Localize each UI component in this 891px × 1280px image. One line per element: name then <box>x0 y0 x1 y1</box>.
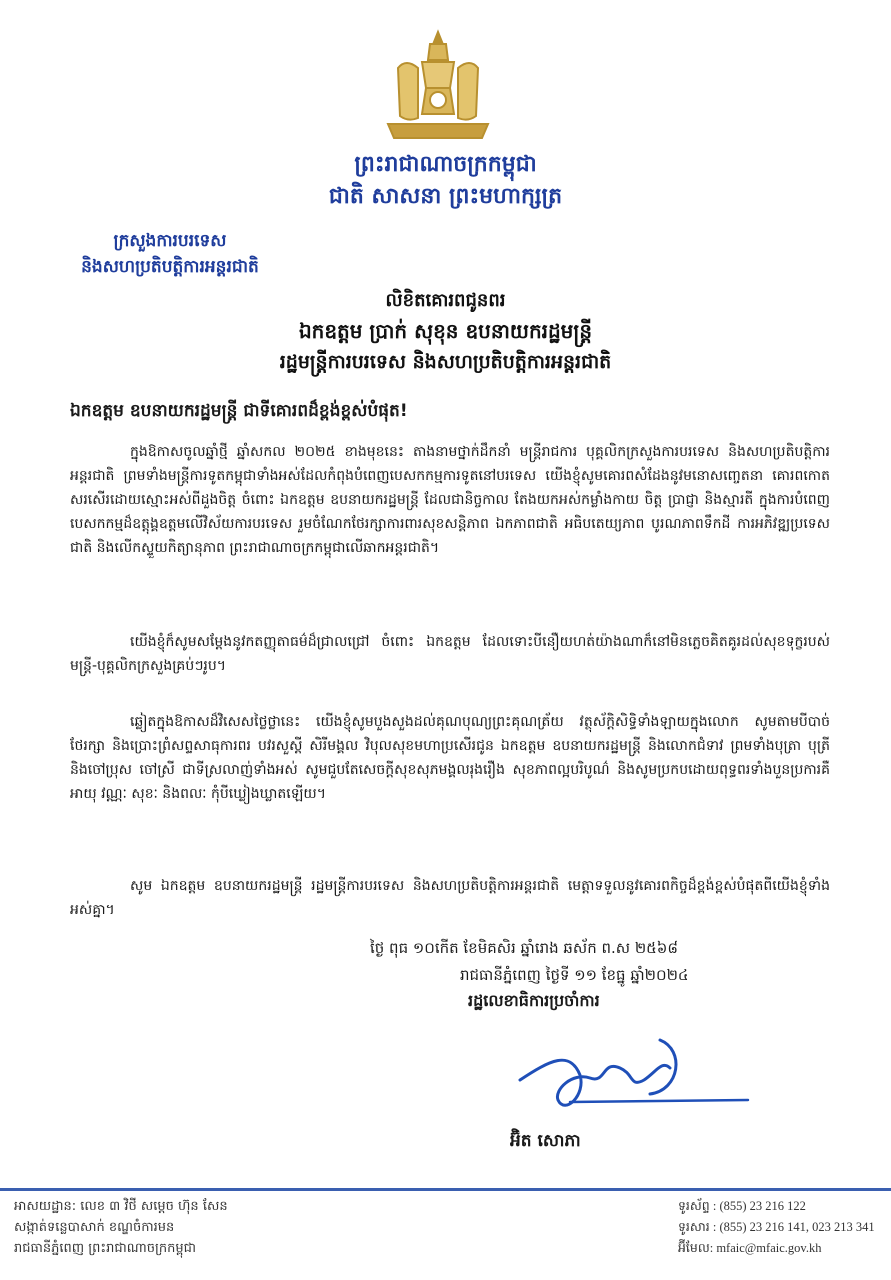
address-line2: សង្កាត់ទន្លេបាសាក់ ខណ្ឌចំការមន <box>14 1220 175 1235</box>
letter-recipient: ឯកឧត្តម ប្រាក់ សុខុន ឧបនាយករដ្ឋមន្ត្រី <box>298 319 593 343</box>
footer-address <box>14 1196 228 1259</box>
paragraph-2: យើងខ្ញុំក៏សូមសម្ដែងនូវកតញ្ញុតាធម៌ដ៏ជ្រាលជ្រៅ ចំពោះ ឯកឧត្តម ដែលទោះបីនឿយហត់យ៉ាងណាក៏នៅមិនភ្លេចគិតគូរដល់សុខទុក្ខរបស់មន្ត្រី-បុគ្គលិកក្រសួងគ្រប់ៗរូប។ <box>70 634 830 674</box>
solar-date: រាជធានីភ្នំពេញ ថ្ងៃទី ១១ ខែធ្នូ ឆ្នាំ២០២៤ <box>460 966 689 984</box>
letter-recipient-title: រដ្ឋមន្ត្រីការបរទេស និងសហប្រតិបត្តិការអន្តរជាតិ <box>279 351 612 373</box>
paragraph-3: ឆ្លៀតក្នុងឱកាសដ៏វិសេសថ្លៃថ្លានេះ យើងខ្ញុំសូមបួងសួងដល់គុណបុណ្យព្រះគុណត្រ័យ វត្ថុស័ក្តិសិទ្ធិទាំងឡាយក្នុងលោក សូមតាមបីបាច់ថែរក្សា និងប្រោះព្រំសព្ទសាធុការពរ បវរសួស្តី សិរីមង្គល វិបុលសុខមហាប្រសើរជូន ឯកឧត្តម ឧបនាយករដ្ឋមន្ត្រី និងលោកជំទាវ ព្រមទាំងបុត្រា បុត្រី និងចៅប្រុស ចៅស្រី ជាទីស្រលាញ់ទាំងអស់ សូមជួបតែសេចក្តីសុខសុភមង្គលរុងរឿង សុខភាពល្អបរិបូណ៌ និងសូមប្រកបដោយពុទ្ធពរទាំងបួនប្រការគឺ អាយុ វណ្ណៈ សុខៈ និងពលៈ កុំបីឃ្លៀងឃ្លាតឡើយ។ <box>70 714 830 802</box>
lunar-date: ថ្ងៃ ពុធ ១០កើត ខែមិគសិរ ឆ្នាំរោង ឆស័ក ព.ស ២៥៦៨ <box>370 939 679 957</box>
signer-name: អ៊ិត សោភា <box>510 1131 581 1151</box>
paragraph-4: សូម ឯកឧត្តម ឧបនាយករដ្ឋមន្ត្រី រដ្ឋមន្ត្រីការបរទេស និងសហប្រតិបត្តិការអន្តរជាតិ មេត្តាទទួលនូវគោរពកិច្ចដ៏ខ្ពង់ខ្ពស់បំផុតពីយើងខ្ញុំទាំងអស់គ្នា។ <box>70 878 830 918</box>
address-line3: រាជធានីភ្នំពេញ ព្រះរាជាណាចក្រកម្ពុជា <box>14 1241 196 1256</box>
footer-divider <box>0 1188 891 1191</box>
phone-number: ទូរស័ព្ទ : (855) 23 216 122 <box>678 1199 806 1213</box>
salutation: ឯកឧត្តម ឧបនាយករដ្ឋមន្ត្រី ជាទីគោរពដ៏ខ្ពង់ខ្ពស់បំផុត! <box>70 401 408 421</box>
letter-title: លិខិតគោរពជូនពរ <box>385 290 506 311</box>
fax-number: ទូរសារ : (855) 23 216 141, 023 213 341 <box>678 1220 875 1234</box>
ministry-line2: និងសហប្រតិបត្តិការអន្តរជាតិ <box>81 257 259 277</box>
address-line1: អាសយដ្ឋាន: លេខ ៣ វិថី សម្ដេច ហ៊ុន សែន <box>14 1199 228 1214</box>
signer-title: រដ្ឋលេខាធិការប្រចាំការ <box>468 991 600 1010</box>
paragraph-1: ក្នុងឱកាសចូលឆ្នាំថ្មី ឆ្នាំសកល ២០២៥ ខាងមុខនេះ តាងនាមថ្នាក់ដឹកនាំ មន្ត្រីរាជការ បុគ្គលិកក្រសួងការបរទេស និងសហប្រតិបត្តិការអន្តរជាតិ ព្រមទាំងមន្ត្រីការទូតកម្ពុជាទាំងអស់ដែលកំពុងបំពេញបេសកកម្មការទូតនៅបរទេស យើងខ្ញុំសូមគោរពសំដែងនូវមនោសញ្ចេតនា គោរពកោតសរសើរដោយស្មោះអស់ពីដួងចិត្ត ចំពោះ ឯកឧត្តម ឧបនាយករដ្ឋមន្ត្រី ដែលជានិច្ចកាល តែងយកអស់កម្លាំងកាយ ចិត្ត ប្រាជ្ញា និងស្មារតី ក្នុងការបំពេញបេសកកម្មដ៏ឧត្ដុង្គឧត្តមលើវិស័យការបរទេស រួមចំណែកថែរក្សាការពារសុខសន្តិភាព ឯកភាពជាតិ អធិបតេយ្យភាព បូរណភាពទឹកដី ការអភិវឌ្ឍប្រទេសជាតិ និងលើកស្ទួយកិត្យានុភាព ព្រះរាជាណាចក្រកម្ពុជាលើឆាកអន្តរជាតិ។ <box>70 444 830 556</box>
royal-crest-icon <box>378 28 498 146</box>
kingdom-motto: ជាតិ សាសនា ព្រះមហាក្សត្រ <box>328 184 563 209</box>
kingdom-title: ព្រះរាជាណាចក្រកម្ពុជា <box>354 152 537 177</box>
email-address[interactable]: អ៊ីមែល: mfaic@mfaic.gov.kh <box>678 1241 822 1255</box>
footer-contact <box>678 1196 875 1259</box>
ministry-name <box>20 228 320 280</box>
signature-icon <box>510 1020 760 1130</box>
ministry-line1: ក្រសួងការបរទេស <box>113 231 227 251</box>
